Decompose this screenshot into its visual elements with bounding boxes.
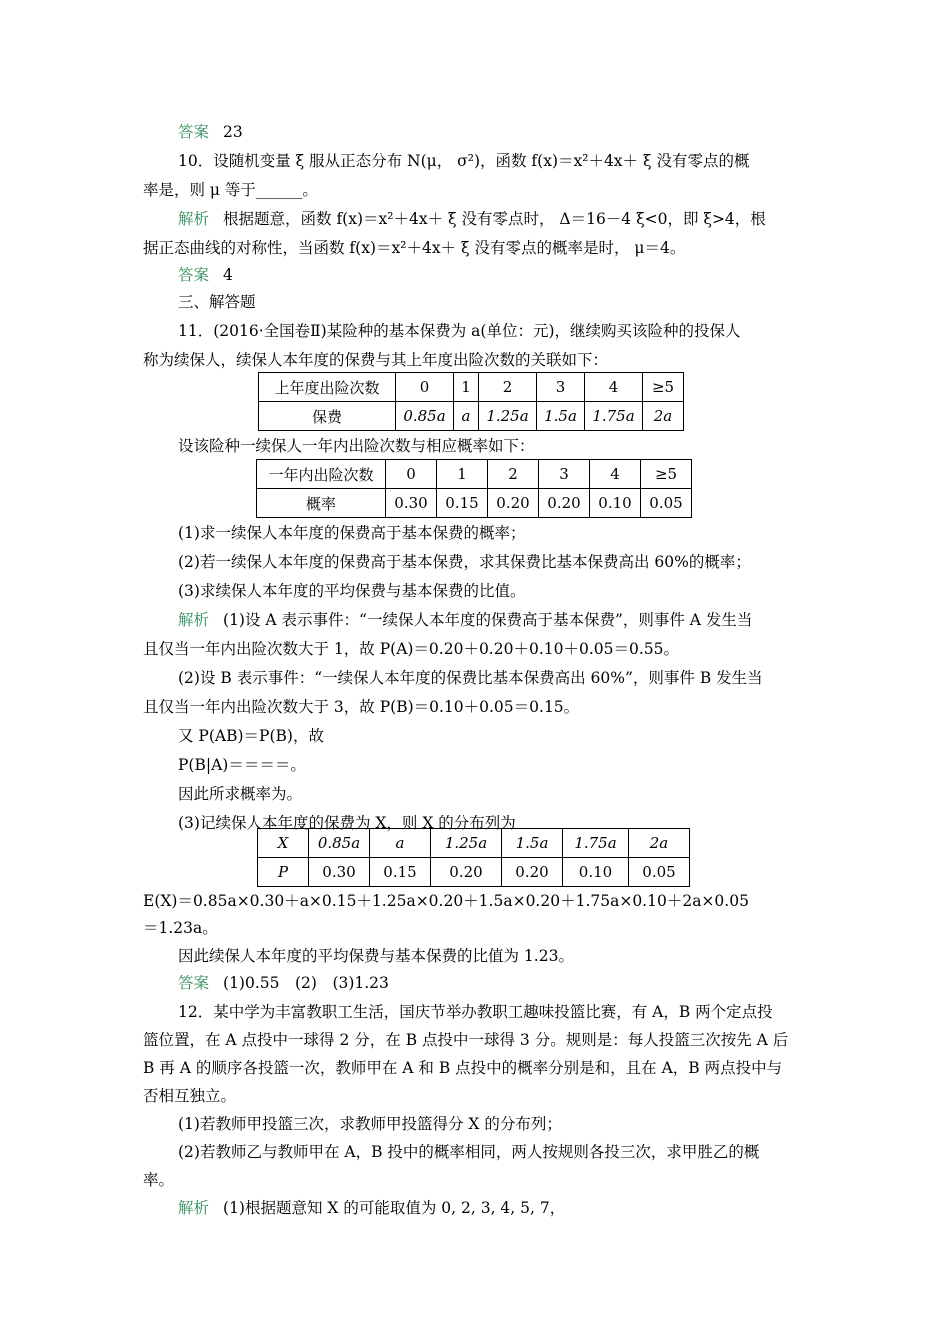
table-cell: 1.5a [537, 402, 585, 431]
table-cell: 3 [539, 460, 590, 489]
answer-label: 答案 [178, 974, 210, 992]
question-12-part2-line1: (2)若教师乙与教师甲在 A，B 投中的概率相同，两人按规则各投三次，求甲胜乙的概 [178, 1143, 760, 1161]
table-cell: 一年内出险次数 [257, 460, 386, 489]
table-cell: 4 [585, 373, 643, 402]
solution-11-line1 [178, 610, 752, 630]
answer-11 [178, 973, 389, 993]
table-cell: 概率 [257, 489, 386, 518]
table-cell: 4 [590, 460, 641, 489]
solution-11-line2: 且仅当一年内出险次数大于 1，故 P(A)＝0.20＋0.20＋0.10＋0.05＝0.55。 [143, 640, 679, 658]
answer-value: (1)0.55 (2) (3)1.23 [223, 974, 389, 992]
answer-label: 答案 [178, 123, 210, 141]
solution-11-line3: (2)设 B 表示事件：“一续保人本年度的保费比基本保费高出 60%”，则事件 B 发生当 [178, 669, 763, 687]
table-cell: P [258, 858, 309, 887]
question-12-line1: 12．某中学为丰富教职工生活，国庆节举办教职工趣味投篮比赛，有 A，B 两个定点投 [178, 1003, 773, 1021]
analysis-label: 解析 [178, 1199, 210, 1217]
probability-table [256, 459, 692, 518]
solution-11-line7: 因此所求概率为。 [178, 785, 303, 803]
table-cell: 0.20 [488, 489, 539, 518]
table-cell: 0 [386, 460, 437, 489]
answer-value: 23 [223, 123, 243, 141]
table-cell: ≥5 [643, 373, 684, 402]
table-cell: 0.15 [437, 489, 488, 518]
solution-text: (1)根据题意知 X 的可能取值为 0, 2, 3, 4, 5, 7， [223, 1199, 566, 1217]
table-cell: 0.10 [563, 858, 629, 887]
question-12-line2: 篮位置，在 A 点投中一球得 2 分，在 B 点投中一球得 3 分。规则是：每人投篮三次按先 A 后 [143, 1031, 789, 1049]
table-row [257, 460, 692, 489]
table-cell: 1.75a [585, 402, 643, 431]
solution-text: (1)设 A 表示事件：“一续保人本年度的保费高于基本保费”，则事件 A 发生当 [223, 611, 753, 629]
table-cell: 2a [643, 402, 684, 431]
question-11-line2: 称为续保人，续保人本年度的保费与其上年度出险次数的关联如下： [143, 351, 609, 369]
question-12-part1: (1)若教师甲投篮三次，求教师甲投篮得分 X 的分布列； [178, 1115, 562, 1133]
solution-text: 根据题意，函数 f(x)＝x²＋4x＋ ξ 没有零点时， Δ＝16－4 ξ<0，即 ξ>4，根 [223, 210, 766, 228]
solution-10-line2: 据正态曲线的对称性，当函数 f(x)＝x²＋4x＋ ξ 没有零点的概率是时， μ＝4。 [143, 239, 686, 257]
table-cell: 0.05 [629, 858, 690, 887]
answer-label: 答案 [178, 266, 210, 284]
answer-9 [178, 122, 243, 142]
analysis-label: 解析 [178, 210, 210, 228]
expectation-line1: E(X)＝0.85a×0.30＋a×0.15＋1.25a×0.20＋1.5a×0.20＋1.75a×0.10＋2a×0.05 [143, 892, 749, 910]
analysis-label: 解析 [178, 611, 210, 629]
premium-table [258, 372, 684, 431]
table-cell: 上年度出险次数 [259, 373, 396, 402]
table-cell: 1 [454, 373, 479, 402]
table-row [257, 489, 692, 518]
table-cell: 0.20 [539, 489, 590, 518]
table-cell: 0.10 [590, 489, 641, 518]
table-row [258, 858, 690, 887]
table-cell: X [258, 829, 309, 858]
table-cell: 1.25a [479, 402, 537, 431]
question-11-line1: 11．(2016·全国卷Ⅱ)某险种的基本保费为 a(单位：元)，继续购买该险种的投保人 [178, 322, 741, 340]
table-cell: 1 [437, 460, 488, 489]
part-1: (1)求一续保人本年度的保费高于基本保费的概率； [178, 524, 526, 542]
question-12-part2-line2: 率。 [143, 1171, 175, 1189]
question-10-line2: 率是，则 μ 等于______。 [143, 181, 318, 199]
table-cell: 0.05 [641, 489, 692, 518]
table-cell: 0 [396, 373, 454, 402]
table-cell: 保费 [259, 402, 396, 431]
answer-value: 4 [223, 266, 233, 284]
question-11-mid: 设该险种一续保人一年内出险次数与相应概率如下： [178, 437, 535, 455]
table-cell: 3 [537, 373, 585, 402]
part-3: (3)求续保人本年度的平均保费与基本保费的比值。 [178, 582, 526, 600]
table-cell: 0.85a [309, 829, 370, 858]
part-2: (2)若一续保人本年度的保费高于基本保费，求其保费比基本保费高出 60%的概率； [178, 553, 751, 571]
expectation-line2: ＝1.23a。 [143, 919, 218, 937]
table-cell: 0.85a [396, 402, 454, 431]
table-cell: 0.30 [386, 489, 437, 518]
table-cell: 1.5a [502, 829, 563, 858]
table-cell: ≥5 [641, 460, 692, 489]
table-cell: a [370, 829, 431, 858]
solution-10-line1 [178, 209, 766, 229]
table-row [259, 402, 684, 431]
distribution-table [257, 828, 690, 887]
solution-11-line5: 又 P(AB)＝P(B)，故 [178, 727, 324, 745]
question-12-line3: B 再 A 的顺序各投篮一次，教师甲在 A 和 B 点投中的概率分别是和，且在 A，B 两点投中与 [143, 1059, 783, 1077]
table-cell: 0.15 [370, 858, 431, 887]
table-cell: a [454, 402, 479, 431]
table-cell: 2 [479, 373, 537, 402]
answer-10 [178, 265, 233, 285]
table-row [259, 373, 684, 402]
section-heading: 三、解答题 [178, 293, 256, 311]
table-cell: 1.25a [431, 829, 502, 858]
question-10-line1: 10．设随机变量 ξ 服从正态分布 N(μ， σ²)，函数 f(x)＝x²＋4x＋ ξ 没有零点的概 [178, 152, 750, 170]
table-cell: 2 [488, 460, 539, 489]
table-cell: 2a [629, 829, 690, 858]
table-row [258, 829, 690, 858]
table-cell: 0.20 [431, 858, 502, 887]
solution-11-line6: P(B|A)＝＝＝＝。 [178, 756, 306, 774]
solution-12-line1 [178, 1198, 565, 1218]
question-12-line4: 否相互独立。 [143, 1087, 237, 1105]
solution-11-line4: 且仅当一年内出险次数大于 3，故 P(B)＝0.10＋0.05＝0.15。 [143, 698, 580, 716]
table-cell: 0.30 [309, 858, 370, 887]
table-cell: 0.20 [502, 858, 563, 887]
solution-11-line8: (3)记续保人本年度的保费为 X，则 X 的分布列为 [178, 814, 516, 832]
conclusion-11: 因此续保人本年度的平均保费与基本保费的比值为 1.23。 [178, 947, 574, 965]
table-cell: 1.75a [563, 829, 629, 858]
